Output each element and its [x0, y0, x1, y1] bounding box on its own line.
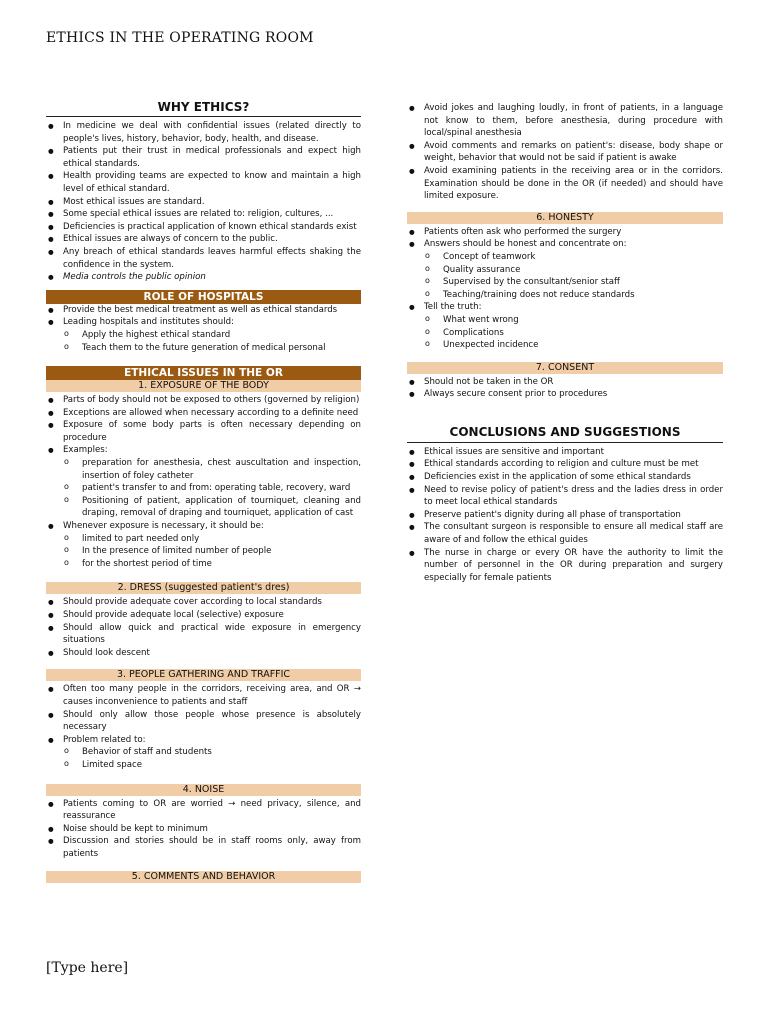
list-item: ● Answers should be honest and concentrate on:: [407, 238, 723, 251]
list-item: ● Always secure consent prior to procedures: [407, 388, 723, 401]
sub-list-item: o In the presence of limited number of people: [46, 545, 361, 558]
sub-list-item: o Unexpected incidence: [407, 339, 723, 352]
sub-list-item: o Limited space: [46, 759, 361, 772]
list-item: ● Ethical standards according to religion and culture must be met: [407, 458, 723, 471]
sub-list-item: o Concept of teamwork: [407, 251, 723, 264]
role-of-hospitals-list: [46, 304, 361, 354]
list-item: ● Preserve patient's dignity during all phase of transportation: [407, 509, 723, 522]
list-item: ● Often too many people in the corridors, receiving area, and OR → causes inconvenience to patients and staff: [46, 683, 361, 708]
sub-list-item: o patient's transfer to and from: operating table, recovery, ward: [46, 482, 361, 495]
list-item: ● Should provide adequate cover according to local standards: [46, 596, 361, 609]
list-item: ● Should look descent: [46, 647, 361, 660]
footer-placeholder: [Type here]: [46, 960, 129, 976]
list-item: ● Exceptions are allowed when necessary according to a definite need: [46, 407, 361, 420]
list-item: ● Patients coming to OR are worried → need privacy, silence, and reassurance: [46, 798, 361, 823]
list-item: ● Media controls the public opinion: [46, 271, 361, 284]
list-item: ● Any breach of ethical standards leaves harmful effects shaking the confidence in the system.: [46, 246, 361, 271]
list-item: ● The consultant surgeon is responsible to ensure all medical staff are aware of and follow the ethical guides: [407, 521, 723, 546]
list-item: ● Discussion and stories should be in staff rooms only, away from patients: [46, 835, 361, 860]
list-item: ● Some special ethical issues are related to: religion, cultures, ...: [46, 208, 361, 221]
list-item: ● Avoid examining patients in the receiving area or in the corridors. Examination should be done in the OR (if needed) and should have limited exposure.: [407, 165, 723, 203]
sub-list-item: o limited to part needed only: [46, 533, 361, 546]
conclusions-list: [407, 446, 723, 585]
consent-heading: 7. CONSENT: [407, 362, 723, 374]
list-item: ● Should only allow those people whose presence is absolutely necessary: [46, 709, 361, 734]
dress-heading: 2. DRESS (suggested patient's dres): [46, 582, 361, 594]
sub-list-item: o Apply the highest ethical standard: [46, 329, 361, 342]
left-column: [46, 100, 361, 885]
sub-list-item: o Complications: [407, 327, 723, 340]
list-item: ● Tell the truth:: [407, 301, 723, 314]
list-item: ● Parts of body should not be exposed to others (governed by religion): [46, 394, 361, 407]
sub-list-item: o Behavior of staff and students: [46, 746, 361, 759]
document-title: ETHICS IN THE OPERATING ROOM: [46, 30, 314, 46]
sub-list-item: o for the shortest period of time: [46, 558, 361, 571]
list-item: ● Deficiencies is practical application of known ethical standards exist: [46, 221, 361, 234]
list-item: ● Deficiencies exist in the application of some ethical standards: [407, 471, 723, 484]
list-item: ● Avoid jokes and laughing loudly, in front of patients, in a language not know to them, before anesthesia, during procedure with local/spinal anesthesia: [407, 102, 723, 140]
list-item: ● Avoid comments and remarks on patient's: disease, body shape or weight, behavior that would not be said if patient is awake: [407, 140, 723, 165]
sub-list-item: o What went wrong: [407, 314, 723, 327]
conclusions-heading: CONCLUSIONS AND SUGGESTIONS: [407, 425, 723, 443]
sub-list-item: o Quality assurance: [407, 264, 723, 277]
comments-behavior-heading: 5. COMMENTS AND BEHAVIOR: [46, 871, 361, 883]
comments-behavior-list: [407, 102, 723, 203]
list-item: ● Should allow quick and practical wide exposure in emergency situations: [46, 622, 361, 647]
sub-list-item: o Positioning of patient, application of tourniquet, cleaning and draping, removal of draping and tourniquet, application of cast: [46, 495, 361, 520]
sub-list-item: o Teach them to the future generation of medical personal: [46, 342, 361, 355]
exposure-heading: 1. EXPOSURE OF THE BODY: [46, 380, 361, 392]
noise-list: [46, 798, 361, 861]
role-of-hospitals-heading: ROLE OF HOSPITALS: [46, 290, 361, 304]
list-item: ● Ethical issues are always of concern to the public.: [46, 233, 361, 246]
people-traffic-heading: 3. PEOPLE GATHERING AND TRAFFIC: [46, 669, 361, 681]
consent-list: [407, 376, 723, 401]
list-item: ● Need to revise policy of patient's dress and the ladies dress in order to meet local ethical standards: [407, 484, 723, 509]
sub-list-item: o preparation for anesthesia, chest auscultation and inspection, insertion of foley catheter: [46, 457, 361, 482]
why-ethics-heading: WHY ETHICS?: [46, 100, 361, 117]
list-item: ● Examples:: [46, 444, 361, 457]
list-item: ● Ethical issues are sensitive and important: [407, 446, 723, 459]
list-item: ● Whenever exposure is necessary, it should be:: [46, 520, 361, 533]
list-item: ● In medicine we deal with confidential issues (related directly to people's lives, history, behavior, body, health, and disease.: [46, 120, 361, 145]
list-item: ● Patients put their trust in medical professionals and expect high ethical standards.: [46, 145, 361, 170]
list-item: ● Should not be taken in the OR: [407, 376, 723, 389]
right-column: [407, 102, 723, 584]
list-item: ● Provide the best medical treatment as well as ethical standards: [46, 304, 361, 317]
list-item: ● The nurse in charge or every OR have the authority to limit the number of personnel in the OR during preparation and surgery especially for female patients: [407, 547, 723, 585]
sub-list-item: o Teaching/training does not reduce standards: [407, 289, 723, 302]
sub-list-item: o Supervised by the consultant/senior staff: [407, 276, 723, 289]
list-item: ● Exposure of some body parts is often necessary depending on procedure: [46, 419, 361, 444]
honesty-heading: 6. HONESTY: [407, 212, 723, 224]
list-item: ● Leading hospitals and institutes should:: [46, 316, 361, 329]
list-item: ● Patients often ask who performed the surgery: [407, 226, 723, 239]
why-ethics-list: [46, 120, 361, 284]
dress-list: [46, 596, 361, 659]
ethical-issues-heading: ETHICAL ISSUES IN THE OR: [46, 366, 361, 380]
list-item: ● Should provide adequate local (selective) exposure: [46, 609, 361, 622]
honesty-list: [407, 226, 723, 352]
list-item: ● Most ethical issues are standard.: [46, 196, 361, 209]
noise-heading: 4. NOISE: [46, 784, 361, 796]
list-item: ● Noise should be kept to minimum: [46, 823, 361, 836]
list-item: ● Health providing teams are expected to know and maintain a high level of ethical standard.: [46, 170, 361, 195]
list-item: ● Problem related to:: [46, 734, 361, 747]
people-traffic-list: [46, 683, 361, 771]
exposure-list: [46, 394, 361, 570]
